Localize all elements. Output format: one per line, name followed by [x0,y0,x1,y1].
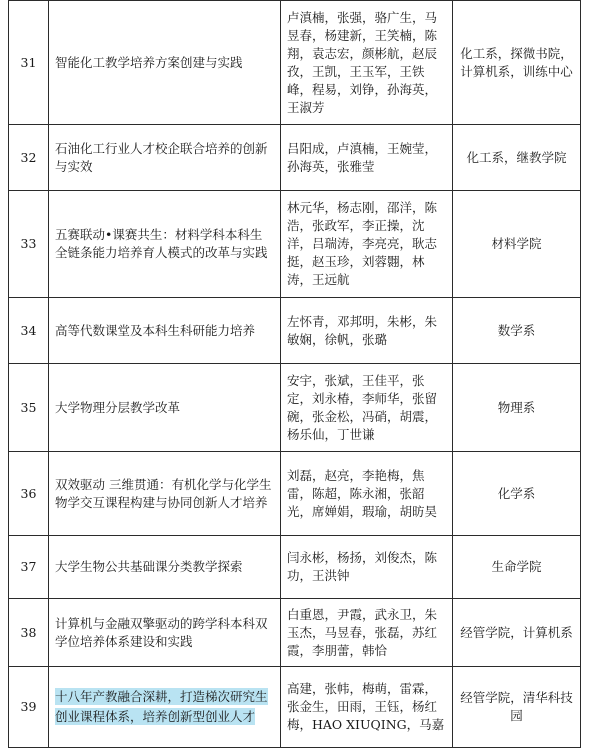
row-number: 33 [9,191,49,298]
member-list: 吕阳成，卢滇楠，王婉莹，孙海英，张雅莹 [281,125,453,191]
department-unit: 化工系，继教学院 [453,125,581,191]
table-row [9,667,581,748]
row-number: 39 [9,667,49,748]
member-list: 高建，张帏，梅萌，雷霖，张金生，田雨，王钰，杨红梅，HAO XIUQING，马嘉 [281,667,453,748]
row-number: 32 [9,125,49,191]
department-unit: 物理系 [453,364,581,452]
department-unit: 生命学院 [453,536,581,599]
department-unit: 经管学院，计算机系 [453,599,581,667]
table-row [9,364,581,452]
project-title: 五赛联动•课赛共生：材料学科本科生全链条能力培养育人模式的改革与实践 [49,191,281,298]
member-list: 林元华，杨志刚，邵洋，陈浩，张政军，李正操，沈洋，吕瑞涛，李亮亮，耿志挺，赵玉珍，刘蓉翾，林涛，王远航 [281,191,453,298]
table-row [9,599,581,667]
project-title: 计算机与金融双擎驱动的跨学科本科双学位培养体系建设和实践 [49,599,281,667]
table-row [9,452,581,536]
department-unit: 材料学院 [453,191,581,298]
department-unit: 化学系 [453,452,581,536]
project-title: 智能化工教学培养方案创建与实践 [49,1,281,125]
table-row [9,536,581,599]
row-number: 37 [9,536,49,599]
project-title: 高等代数课堂及本科生科研能力培养 [49,298,281,364]
row-number: 34 [9,298,49,364]
department-unit: 化工系，探微书院，计算机系，训练中心 [453,1,581,125]
member-list: 刘磊，赵亮，李艳梅，焦雷，陈超，陈永湘，张韶光，席婵娟，瑕瑜，胡昉昊 [281,452,453,536]
member-list: 闫永彬，杨扬，刘俊杰，陈功，王洪钟 [281,536,453,599]
member-list: 白重恩，尹霞，武永卫，朱玉杰，马昱春，张磊，苏红霞，李朋蕾，韩恰 [281,599,453,667]
project-title: 大学物理分层教学改革 [49,364,281,452]
teaching-achievements-table [8,0,581,748]
highlighted-project-title: 十八年产教融合深耕，打造梯次研究生创业课程体系，培养创新型创业人才 [55,689,268,724]
table-row [9,298,581,364]
table-row [9,1,581,125]
project-title-cell [49,667,281,748]
project-title: 双效驱动 三维贯通：有机化学与化学生物学交互课程构建与协同创新人才培养 [49,452,281,536]
member-list: 左怀青，邓邦明，朱彬，朱敏娴，徐帆，张璐 [281,298,453,364]
row-number: 38 [9,599,49,667]
department-unit: 经管学院，清华科技园 [453,667,581,748]
department-unit: 数学系 [453,298,581,364]
table-row [9,191,581,298]
table-row [9,125,581,191]
project-title: 石油化工行业人才校企联合培养的创新与实效 [49,125,281,191]
row-number: 36 [9,452,49,536]
member-list: 安宇，张斌，王佳平，张定，刘永椿，李师华，张留碗，张金松，冯硝，胡震，杨乐仙，丁世谦 [281,364,453,452]
project-title: 大学生物公共基础课分类教学探索 [49,536,281,599]
member-list: 卢滇楠，张强，骆广生，马昱春，杨建新，王笑楠，陈翔，袁志宏，颜彬航，赵辰孜，王凯，王玉军，王铁峰，程易，刘铮，孙海英，王淑芳 [281,1,453,125]
row-number: 35 [9,364,49,452]
row-number: 31 [9,1,49,125]
